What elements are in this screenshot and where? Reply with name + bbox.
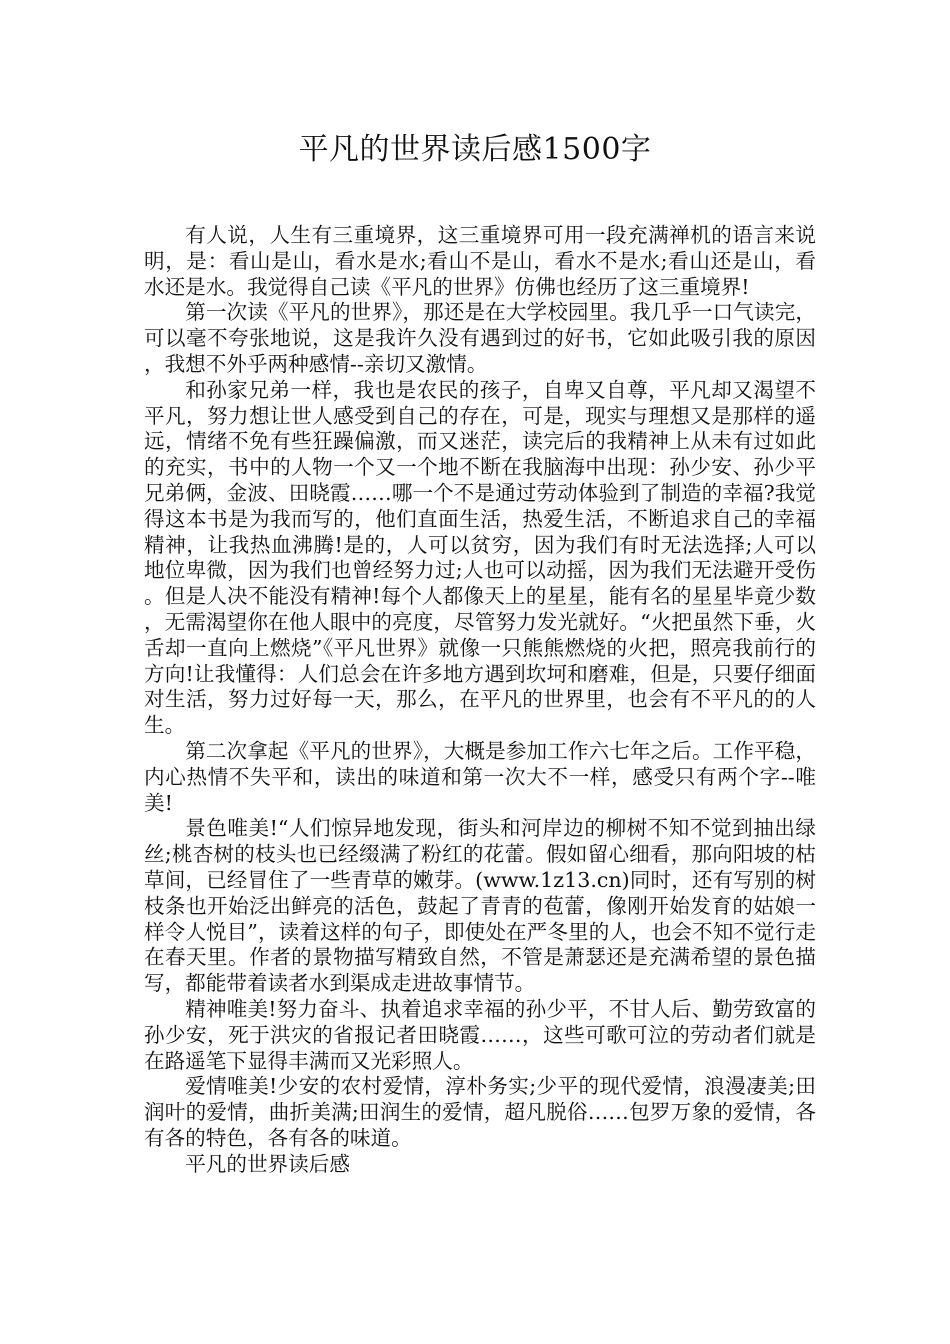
paragraph-2: 第一次读《平凡的世界》，那还是在大学校园里。我几乎一口气读完，可以毫不夸张地说，这是我许久没有遇到过的好书，它如此吸引我的原因，我想不外乎两种感情--亲切又激情。 [144,300,816,376]
paragraph-4: 第二次拿起《平凡的世界》，大概是参加工作六七年之后。工作平稳，内心热情不失平和，读出的味道和第一次大不一样，感受只有两个字--唯美! [144,738,816,815]
paragraph-8: 平凡的世界读后感 [185,1151,350,1176]
paragraph-1: 有人说，人生有三重境界，这三重境界可用一段充满禅机的语言来说明，是：看山是山，看水是水;看山不是山，看水不是水;看山还是山，看水还是水。我觉得自己读《平凡的世界》仿佛也经历了这三重境界! [144,223,816,299]
paragraph-5: 景色唯美!“人们惊异地发现，街头和河岸边的柳树不知不觉到抽出绿丝;桃杏树的枝头也已经缀满了粉红的花蕾。假如留心细看，那向阳坡的枯草间，已经冒住了一些青草的嫩芽。(www.1z13.cn)同时，还有写别的树枝条也开始泛出鲜亮的活色，鼓起了青青的苞蕾，像刚开始发育的姑娘一样令人悦目”，读着这样的句子，即使处在严冬里的人，也会不知不觉行走在春天里。作者的景物描写精致自然，不管是萧瑟还是充满希望的景色描写，都能带着读者水到渠成走进故事情节。 [144,816,816,996]
paragraph-3: 和孙家兄弟一样，我也是农民的孩子，自卑又自尊，平凡却又渴望不平凡，努力想让世人感受到自己的存在，可是，现实与理想又是那样的遥远，情绪不免有些狂躁偏激，而又迷茫，读完后的我精神上从未有过如此的充实，书中的人物一个又一个地不断在我脑海中出现：孙少安、孙少平兄弟俩，金波、田晓霞……哪一个不是通过劳动体验到了制造的幸福?我觉得这本书是为我而写的，他们直面生活，热爱生活，不断追求自己的幸福精神，让我热血沸腾!是的，人可以贫穷，因为我们有时无法选择;人可以地位卑微，因为我们也曾经努力过;人也可以动摇，因为我们无法避开受伤。但是人决不能没有精神!每个人都像天上的星星，能有名的星星毕竟少数，无需渴望你在他人眼中的亮度，尽管努力发光就好。“火把虽然下垂，火舌却一直向上燃烧”《平凡世界》就像一只熊熊燃烧的火把，照亮我前行的方向!让我懂得：人们总会在许多地方遇到坎坷和磨难，但是，只要仔细面对生活，努力过好每一天，那么，在平凡的世界里，也会有不平凡的的人生。 [144,377,816,738]
paragraph-7: 爱情唯美!少安的农村爱情，淳朴务实;少平的现代爱情，浪漫凄美;田润叶的爱情，曲折美满;田润生的爱情，超凡脱俗……包罗万象的爱情，各有各的特色，各有各的味道。 [144,1074,816,1150]
document-title: 平凡的世界读后感1500字 [298,132,652,167]
document-body [144,223,816,1177]
paragraph-6: 精神唯美!努力奋斗、执着追求幸福的孙少平，不甘人后、勤劳致富的孙少安，死于洪灾的省报记者田晓霞……，这些可歌可泣的劳动者们就是在路遥笔下显得丰满而又光彩照人。 [144,996,816,1073]
